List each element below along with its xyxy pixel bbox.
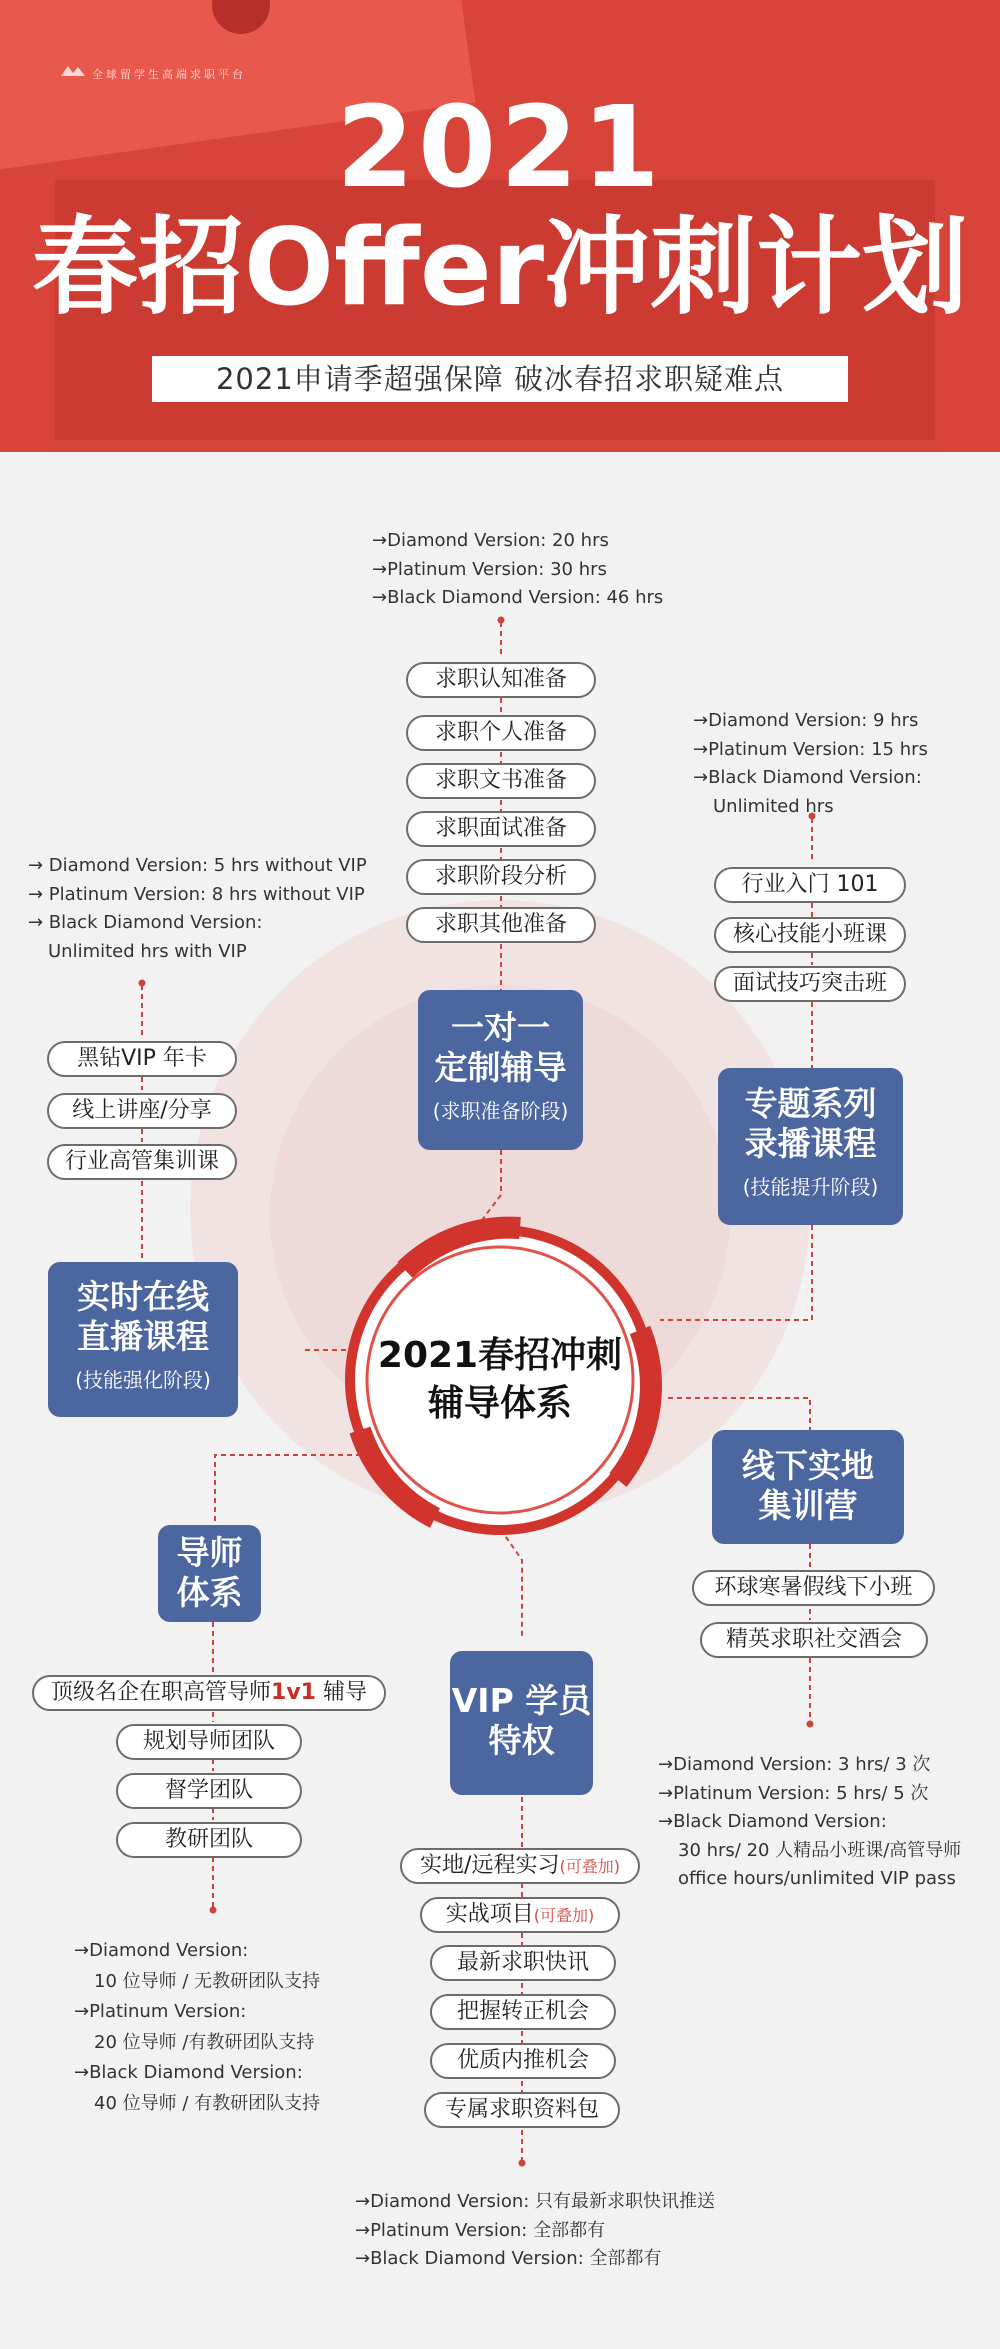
hero-year: 2021 (336, 83, 664, 213)
box-title: 实时在线 (77, 1277, 209, 1316)
mentor-item: 督学团队 (116, 1773, 302, 1809)
mentor-box (158, 1525, 261, 1622)
vip-item: 最新求职快讯 (430, 1945, 616, 1981)
note-line: →Platinum Version: 全部都有 (355, 2219, 606, 2241)
mentor-item-text: 顶级名企在职高管导师 (51, 1680, 272, 1705)
page-title: 春招Offer冲刺计划 (31, 206, 969, 329)
brand-tagline: 全球留学生高端求职平台 (92, 68, 246, 81)
note-line: 20 位导师 /有教研团队支持 (94, 2031, 315, 2053)
live-box (48, 1262, 238, 1417)
vip-item-internship (400, 1848, 640, 1884)
recorded-item: 行业入门 101 (714, 867, 906, 903)
note-line: →Black Diamond Version: 46 hrs (372, 587, 664, 608)
box-title: 一对一 (451, 1008, 550, 1047)
mentor-item-1v1 (32, 1675, 386, 1711)
box-title: 录播课程 (744, 1124, 877, 1163)
note-line: →Diamond Version: 20 hrs (372, 530, 609, 551)
box-title: 直播课程 (77, 1317, 209, 1356)
one-on-one-item: 求职个人准备 (406, 715, 596, 751)
box-title: 导师 (176, 1533, 243, 1572)
center-title (370, 1332, 630, 1428)
note-line: →Diamond Version: 9 hrs (693, 710, 919, 731)
note-line: → Diamond Version: 5 hrs without VIP (28, 855, 367, 876)
recorded-box (718, 1068, 903, 1225)
box-title: 集训营 (758, 1486, 858, 1525)
note-line: 40 位导师 / 有教研团队支持 (94, 2092, 321, 2114)
center-title-line1: 2021春招冲刺 (377, 1335, 623, 1376)
box-title: 线下实地 (742, 1446, 874, 1485)
note-line: →Black Diamond Version: (74, 2062, 303, 2083)
mentor-item: 教研团队 (116, 1822, 302, 1858)
box-title: VIP 学员 (451, 1681, 592, 1720)
note-line: Unlimited hrs with VIP (48, 940, 247, 962)
live-item: 行业高管集训课 (47, 1144, 237, 1180)
note-line: →Platinum Version: 15 hrs (693, 738, 928, 760)
one-on-one-box (418, 990, 583, 1150)
recorded-item: 核心技能小班课 (714, 917, 906, 953)
vip-box (450, 1651, 593, 1795)
vip-item: 专属求职资料包 (424, 2092, 620, 2128)
note-line: →Black Diamond Version: 全部都有 (355, 2248, 662, 2269)
offline-item: 精英求职社交酒会 (700, 1622, 928, 1658)
recorded-item: 面试技巧突击班 (714, 966, 906, 1002)
live-item: 线上讲座/分享 (47, 1093, 237, 1129)
vip-item-tag: (可叠加) (533, 1906, 595, 1925)
note-line: →Platinum Version: (74, 2001, 247, 2022)
page-subtitle: 2021申请季超强保障 破冰春招求职疑难点 (152, 356, 848, 402)
note-line: →Black Diamond Version: (658, 1811, 887, 1832)
one-on-one-notes (372, 527, 663, 613)
mentor-item: 规划导师团队 (116, 1724, 302, 1760)
vip-item-text: 实地/远程实习 (420, 1853, 560, 1878)
note-line: office hours/unlimited VIP pass (678, 1868, 956, 1889)
box-title: 特权 (488, 1721, 555, 1760)
vip-item-project (420, 1897, 620, 1933)
offline-box (712, 1430, 904, 1544)
note-line: →Black Diamond Version: (693, 767, 922, 788)
note-line: →Platinum Version: 5 hrs/ 5 次 (658, 1782, 929, 1804)
note-line: 30 hrs/ 20 人精品小班课/高管导师 (678, 1839, 962, 1861)
note-line: Unlimited hrs (713, 795, 834, 817)
one-on-one-item: 求职阶段分析 (406, 859, 596, 895)
center-title-line2: 辅导体系 (427, 1383, 572, 1424)
one-on-one-item: 求职面试准备 (406, 811, 596, 847)
note-line: →Diamond Version: 只有最新求职快讯推送 (355, 2191, 716, 2212)
vip-item: 优质内推机会 (430, 2043, 616, 2079)
vip-notes (355, 2188, 715, 2274)
note-line: 10 位导师 / 无教研团队支持 (94, 1970, 321, 1992)
box-title: 体系 (176, 1573, 243, 1612)
one-on-one-item: 求职认知准备 (406, 662, 596, 698)
mentor-item-text: 辅导 (315, 1680, 367, 1705)
vip-item: 把握转正机会 (430, 1994, 616, 2030)
offline-item: 环球寒暑假线下小班 (692, 1570, 935, 1606)
box-title: 定制辅导 (434, 1048, 567, 1087)
mentor-item-highlight: 1v1 (271, 1680, 316, 1705)
box-stage: (求职准备阶段) (432, 1099, 569, 1123)
vip-item-text: 实战项目 (445, 1902, 534, 1927)
box-stage: (技能强化阶段) (75, 1368, 211, 1392)
vip-item-tag: (可叠加) (559, 1857, 620, 1876)
offline-notes (658, 1751, 961, 1894)
box-title: 专题系列 (744, 1084, 877, 1123)
one-on-one-item: 求职其他准备 (406, 907, 596, 943)
live-notes (28, 852, 367, 966)
recorded-notes (693, 707, 928, 821)
live-item: 黑钻VIP 年卡 (47, 1041, 237, 1077)
mentor-notes (74, 1936, 320, 2119)
note-line: → Platinum Version: 8 hrs without VIP (28, 883, 365, 905)
note-line: →Platinum Version: 30 hrs (372, 558, 607, 580)
one-on-one-item: 求职文书准备 (406, 763, 596, 799)
note-line: →Diamond Version: 3 hrs/ 3 次 (658, 1754, 931, 1775)
box-stage: (技能提升阶段) (742, 1175, 879, 1199)
note-line: →Diamond Version: (74, 1940, 249, 1961)
note-line: → Black Diamond Version: (28, 912, 263, 933)
